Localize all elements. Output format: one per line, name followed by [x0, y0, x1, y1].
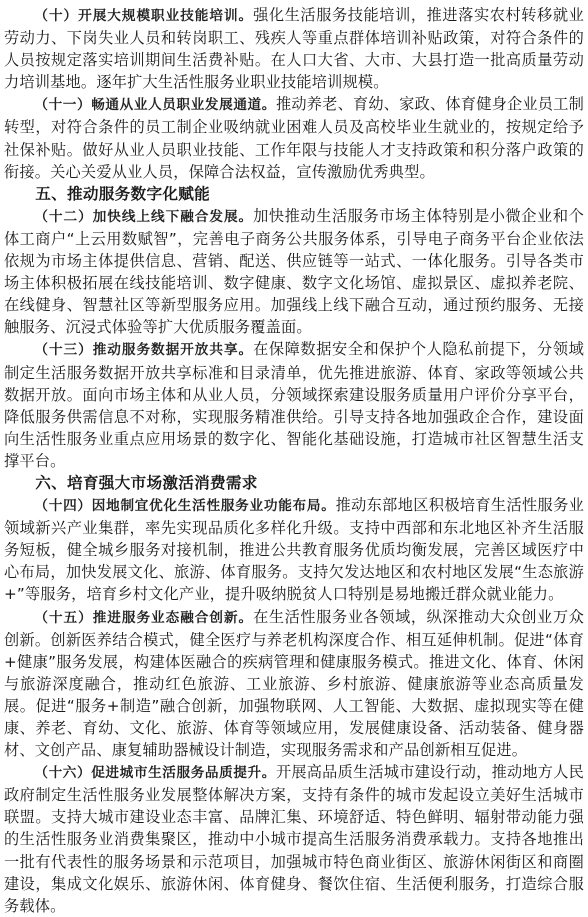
paragraph-lead: （十一）畅通从业人员职业发展通道。: [34, 97, 276, 114]
paragraph-16: [4, 761, 584, 917]
paragraph-lead: （十）开展大规模职业技能培训。: [34, 8, 254, 24]
paragraph-text: 在保障数据安全和保护个人隐私前提下，分领域制定生活服务数据开放共享标准和目录清单，优先推进旅游、体育、家政等领域公共数据开放。面向市场主体和从业人员，分领域探索建设服务质量用户评价分享平台，降低服务供需信息不对称，实现服务精准供给。引导支持各地加强政企合作，建设面向生活性服务业重点应用场景的数字化、智能化基础设施，打造城市社区智慧生活支撑平台。: [4, 340, 584, 470]
paragraph-10: [4, 4, 584, 93]
paragraph-lead: （十三）推动服务数据开放共享。: [34, 342, 254, 359]
paragraph-12: [4, 205, 584, 339]
section-heading-5: 五、推动服务数字化赋能: [35, 184, 211, 203]
paragraph-lead: （十二）加快线上线下融合发展。: [34, 208, 254, 225]
paragraph-text: 强化生活服务技能培训，推进落实农村转移就业劳动力、下岗失业人员和转岗职工、残疾人等重点群体培训补贴政策，对符合条件的人员按规定落实培训期间生活费补贴。在人口大省、大市、大县打造一批高质量劳动力培训基地。逐年扩大生活性服务业职业技能培训规模。: [4, 6, 584, 92]
paragraph-text: 开展高品质生活城市建设行动，推动地方人民政府制定生活性服务业发展整体解决方案，支持有条件的城市发起设立美好生活城市联盟。支持大城市建设业态丰富、品牌汇集、环境舒适、特色鲜明、辐射带动能力强的生活性服务业消费集聚区，推动中小城市提高生活服务消费承载力。支持各地推出一批有代表性的服务场景和示范项目，加强城市特色商业街区、旅游休闲街区和商圈建设，集成文化娱乐、旅游休闲、体育健身、餐饮住宿、生活便利服务，打造综合服务载体。: [4, 763, 584, 915]
document-body: [4, 4, 584, 917]
paragraph-lead: （十五）推进服务业态融合创新。: [34, 609, 254, 626]
paragraph-text: 加快推动生活服务市场主体特别是小微企业和个体工商户“上云用数赋智”，完善电子商务公共服务体系，引导电子商务平台企业依法依规为市场主体提供信息、营销、配送、供应链等一站式、一体化服务。引导各类市场主体积极拓展在线技能培训、数字健康、数字文化场馆、虚拟景区、虚拟养老院、在线健身、智慧社区等新型服务应用。加强线上线下融合互动，通过预约服务、无接触服务、沉浸式体验等扩大优质服务覆盖面。: [4, 206, 584, 337]
section-heading-6: 六、培育强大市场激活消费需求: [35, 473, 258, 492]
paragraph-text: 推动养老、育幼、家政、体育健身企业员工制转型，对符合条件的员工制企业吸纳就业困难人员及高校毕业生就业的，按规定给予社保补贴。做好从业人员职业技能、工作年限与技能人才支持政策和积分落户政策的衔接。关心关爱从业人员，保障合法权益，宣传激励优秀典型。: [4, 95, 584, 181]
paragraph-15: [4, 606, 584, 762]
paragraph-11: [4, 93, 584, 182]
paragraph-lead: （十四）因地制宜优化生活性服务业功能布局。: [34, 498, 336, 515]
paragraph-text: 推动东部地区积极培育生活性服务业领域新兴产业集群，率先实现品质化多样化升级。支持中西部和东北地区补齐生活服务短板，健全城乡服务对接机制，推进公共教育服务优质均衡发展，完善区域医疗中心布局，加快发展文化、旅游、体育服务。支持欠发达地区和农村地区发展“生态旅游+”等服务，培育乡村文化产业，提升吸纳脱贫人口特别是易地搬迁群众就业能力。: [4, 496, 584, 604]
paragraph-14: [4, 494, 584, 605]
paragraph-lead: （十六）促进城市生活服务品质提升。: [34, 765, 276, 782]
paragraph-text: 在生活性服务业各领域，纵深推动大众创业万众创新。创新医养结合模式，健全医疗与养老机构深度合作、相互延伸机制。促进“体育+健康”服务发展，构建体医融合的疾病管理和健康服务模式。推进文化、体育、休闲与旅游深度融合，推动红色旅游、工业旅游、乡村旅游、健康旅游等业态高质量发展。促进“服务+制造”融合创新，加强物联网、人工智能、大数据、虚拟现实等在健康、养老、育幼、文化、旅游、体育等领域应用，发展健康设备、活动装备、健身器材、文创产品、康复辅助器械设计制造，实现服务需求和产品创新相互促进。: [4, 607, 584, 760]
paragraph-13: [4, 338, 584, 472]
